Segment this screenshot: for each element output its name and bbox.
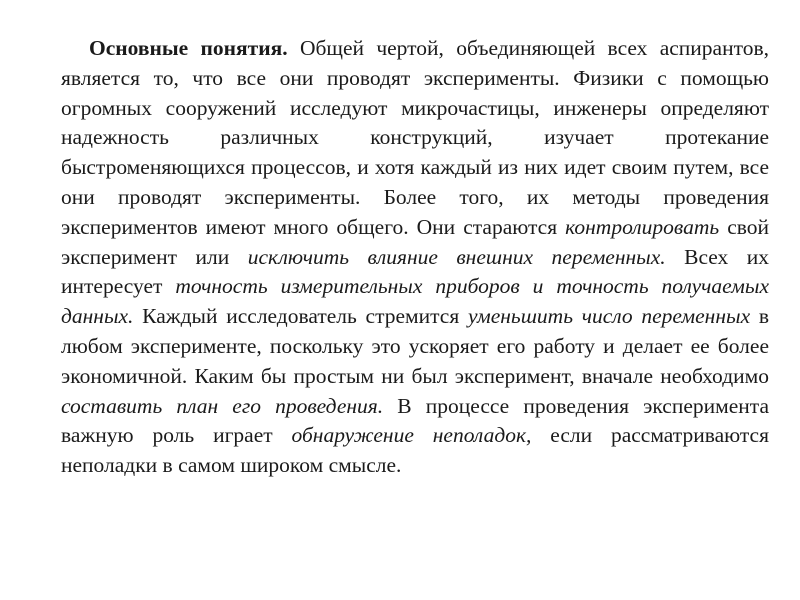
italic-phrase: точность измерительных приборов и точность получаемых данных. <box>61 274 769 329</box>
italic-phrase: контролировать <box>565 214 720 239</box>
italic-phrase: уменьшить число переменных <box>467 304 751 329</box>
text-segment: Каждый исследователь стремится <box>133 304 468 329</box>
italic-phrase: составить план его проведения. <box>61 393 384 418</box>
text-segment: свой эксперимент или <box>61 214 769 269</box>
italic-phrase: исключить влияние внешних переменных. <box>247 244 666 269</box>
text-segment: Всех их интересует <box>61 244 769 299</box>
text-segment: Общей чертой, объединяющей всех аспирантов, является то, что все они проводят эксперименты. Физики с помощью огромных сооружений исследуют микрочастицы, инженеры определяют надежность различных конструкций, изучает протекание быстроменяющихся процессов, и хотя каждый из них идет своим путем, все они проводят эксперименты. Более того, их методы проведения экспериментов имеют много общего. Они стараются <box>61 36 769 239</box>
text-segment: если рассматриваются неполадки в самом широком смысле. <box>61 423 769 478</box>
italic-phrase: обнаружение неполадок, <box>291 423 532 448</box>
section-term: Основные понятия. <box>89 36 288 60</box>
main-paragraph <box>61 34 769 481</box>
text-segment: В процессе проведения эксперимента важную роль играет <box>61 393 769 448</box>
text-segment: в любом эксперименте, поскольку это ускоряет его работу и делает ее более экономичной. Каким бы простым ни был эксперимент, вначале необходимо <box>61 304 769 388</box>
